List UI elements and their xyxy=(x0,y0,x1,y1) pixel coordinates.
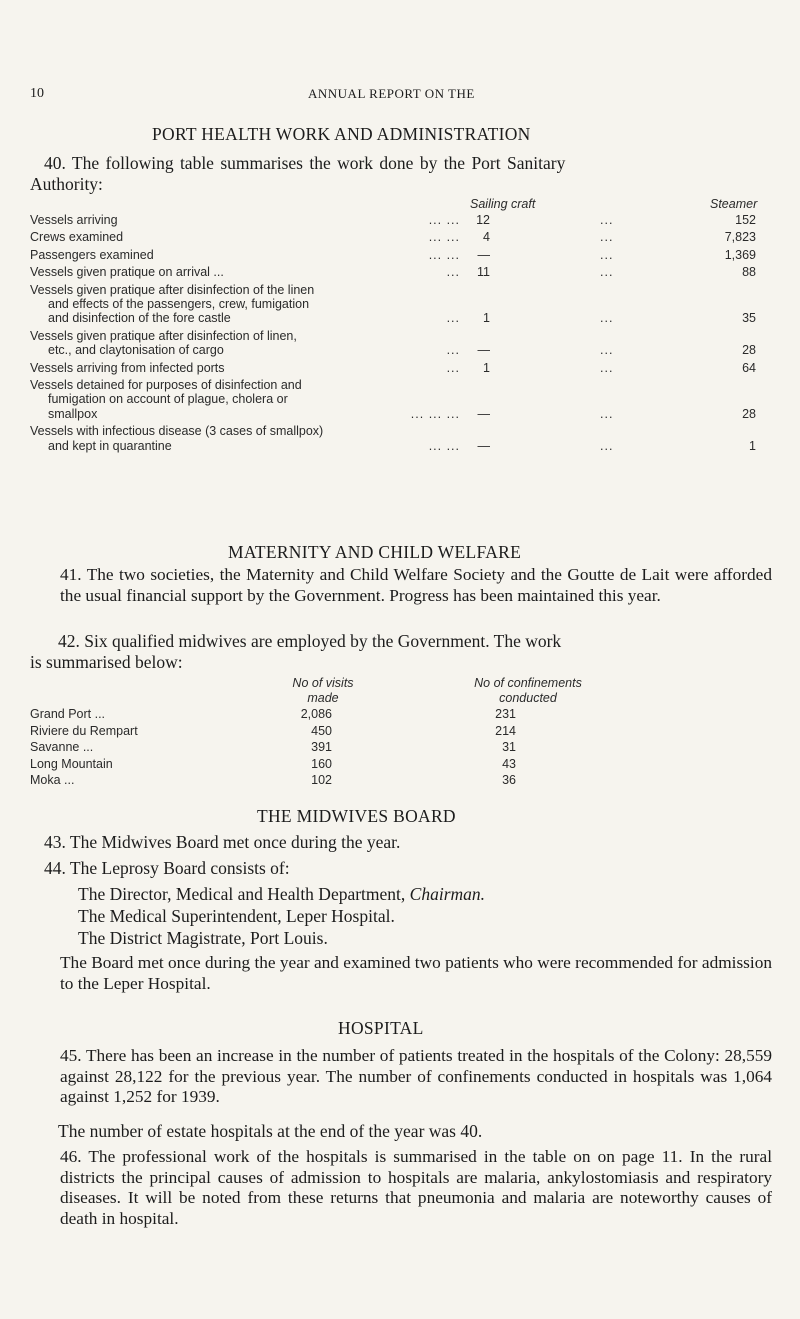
steamer-value: 1 xyxy=(749,438,756,453)
leader-dots: ... ... xyxy=(428,247,460,262)
district-name: Savanne ... xyxy=(30,740,94,754)
midwives-heading: THE MIDWIVES BOARD xyxy=(257,806,456,826)
steamer-value: 28 xyxy=(742,406,756,421)
steamer-value: 88 xyxy=(742,265,756,280)
sailing-value: 4 xyxy=(483,230,490,245)
sailing-value: 1 xyxy=(483,311,490,326)
sailing-value: 11 xyxy=(477,265,490,280)
para-45 xyxy=(28,1046,772,1108)
para-43: 43. The Midwives Board met once during the year. xyxy=(44,832,401,852)
sailing-value: 12 xyxy=(476,213,490,227)
para-42-line1: 42. Six qualified midwives are employed by the Government. The work xyxy=(58,631,562,651)
district-name: Long Mountain xyxy=(30,756,113,771)
port-row-label: Vessels given pratique after disinfection of the linen xyxy=(30,282,315,297)
steamer-value: 28 xyxy=(742,343,756,358)
leader-dots: ... xyxy=(600,230,614,245)
member-1-role: Chairman. xyxy=(409,884,486,904)
member-3: The District Magistrate, Port Louis. xyxy=(78,928,328,948)
para-46 xyxy=(28,1147,772,1229)
port-row-label: Vessels given pratique after disinfection of linen, xyxy=(30,328,297,343)
port-row-label: and disinfection of the fore castle xyxy=(48,311,231,326)
col-header-steamer: Steamer xyxy=(710,197,758,211)
confinements-value: 36 xyxy=(502,773,516,787)
leader-dots: ... xyxy=(446,265,460,280)
col-header-sailing: Sailing craft xyxy=(470,197,536,211)
port-row-label: Vessels arriving from infected ports xyxy=(30,360,225,375)
board-closing xyxy=(28,953,772,994)
port-row-label: Vessels arriving xyxy=(30,213,118,227)
visits-value: 2,086 xyxy=(300,707,332,721)
steamer-value: 7,823 xyxy=(724,230,756,245)
leader-dots: ... xyxy=(446,343,460,358)
port-row-label: Crews examined xyxy=(30,230,124,245)
leader-dots: ... ... xyxy=(428,230,460,245)
maternity-heading: MATERNITY AND CHILD WELFARE xyxy=(228,542,522,562)
port-heading: PORT HEALTH WORK AND ADMINISTRATION xyxy=(152,124,531,144)
port-row-label: and kept in quarantine xyxy=(48,438,172,453)
hospital-heading: HOSPITAL xyxy=(338,1018,424,1038)
leader-dots: ... xyxy=(600,360,614,375)
visits-value: 391 xyxy=(311,740,332,754)
visits-value: 160 xyxy=(311,756,332,771)
leader-dots: ... xyxy=(600,265,614,280)
col-header-confinements-2: conducted xyxy=(499,691,557,705)
port-row-label: Vessels detained for purposes of disinfection and xyxy=(30,378,302,392)
leader-dots: ... xyxy=(600,247,614,262)
col-header-visits-1: No of visits xyxy=(292,676,354,690)
steamer-value: 152 xyxy=(735,213,756,227)
page-number: 10 xyxy=(30,86,44,101)
confinements-value: 43 xyxy=(502,756,516,771)
sailing-value: 1 xyxy=(483,360,490,375)
leader-dots: ... xyxy=(600,311,614,326)
port-row-label: Vessels given pratique on arrival ... xyxy=(30,265,224,280)
leader-dots: ... ... ... xyxy=(410,406,460,421)
confinements-value: 31 xyxy=(502,740,516,754)
port-row-label: fumigation on account of plague, cholera or xyxy=(48,392,288,407)
member-1-text: The Director, Medical and Health Department, xyxy=(78,884,406,904)
col-header-confinements-1: No of confinements xyxy=(474,676,582,690)
para-41-text: 41. The two societies, the Maternity and Child Welfare Society and the Goutte de Lait were afforded the usual financial support by the Government. Progress has been maintained this year. xyxy=(60,565,772,605)
para-40-line2: Authority: xyxy=(30,174,103,194)
para-40-line1: 40. The following table summarises the work done by the Port Sanitary xyxy=(44,153,566,173)
port-row-label: and effects of the passengers, crew, fumigation xyxy=(48,297,310,311)
para-45-text: 45. There has been an increase in the number of patients treated in the hospitals of the Colony: 28,559 against 28,122 for the previous year. The number of confinements conducted in hospitals was 1,064 against 1,252 for 1939. xyxy=(60,1046,772,1106)
visits-value: 102 xyxy=(311,773,332,787)
para-44: 44. The Leprosy Board consists of: xyxy=(44,858,290,878)
para-41 xyxy=(28,565,772,606)
leader-dots: ... xyxy=(446,360,460,375)
visits-value: 450 xyxy=(311,723,332,738)
port-row-label: smallpox xyxy=(48,406,98,421)
leader-dots: ... ... xyxy=(428,213,460,227)
leader-dots: ... xyxy=(600,438,614,453)
district-name: Moka ... xyxy=(30,773,75,787)
port-row-label: etc., and claytonisation of cargo xyxy=(48,343,224,358)
sailing-value: — xyxy=(477,343,490,358)
member-1 xyxy=(78,884,485,904)
leader-dots: ... xyxy=(600,343,614,358)
estate-hospitals: The number of estate hospitals at the end of the year was 40. xyxy=(58,1121,483,1141)
steamer-value: 1,369 xyxy=(724,247,756,262)
port-row-label: Passengers examined xyxy=(30,247,154,262)
steamer-value: 35 xyxy=(742,311,756,326)
district-name: Riviere du Rempart xyxy=(30,723,138,738)
para-46-text: 46. The professional work of the hospitals is summarised in the table on on page 11. In the rural districts the principal causes of admission to hospitals are malaria, ankylostomiasis and respiratory diseases. It will be noted from these returns that pneumonia and malaria are noteworthy causes of death in hospital. xyxy=(60,1147,772,1228)
district-name: Grand Port ... xyxy=(30,707,106,721)
col-header-visits-2: made xyxy=(307,691,339,705)
leader-dots: ... xyxy=(600,406,614,421)
sailing-value: — xyxy=(477,247,490,262)
sailing-value: — xyxy=(477,438,490,453)
leader-dots: ... xyxy=(446,311,460,326)
confinements-value: 231 xyxy=(495,707,516,721)
steamer-value: 64 xyxy=(742,360,756,375)
para-42-line2: is summarised below: xyxy=(30,652,183,672)
confinements-value: 214 xyxy=(495,723,516,738)
running-title: ANNUAL REPORT ON THE xyxy=(308,86,475,101)
port-row-label: Vessels with infectious disease (3 cases of smallpox) xyxy=(30,424,324,439)
leader-dots: ... xyxy=(600,213,614,227)
leader-dots: ... ... xyxy=(428,438,460,453)
board-closing-text: The Board met once during the year and examined two patients who were recommended for admission to the Leper Hospital. xyxy=(60,953,772,993)
sailing-value: — xyxy=(477,406,490,421)
member-2: The Medical Superintendent, Leper Hospital. xyxy=(78,906,395,926)
